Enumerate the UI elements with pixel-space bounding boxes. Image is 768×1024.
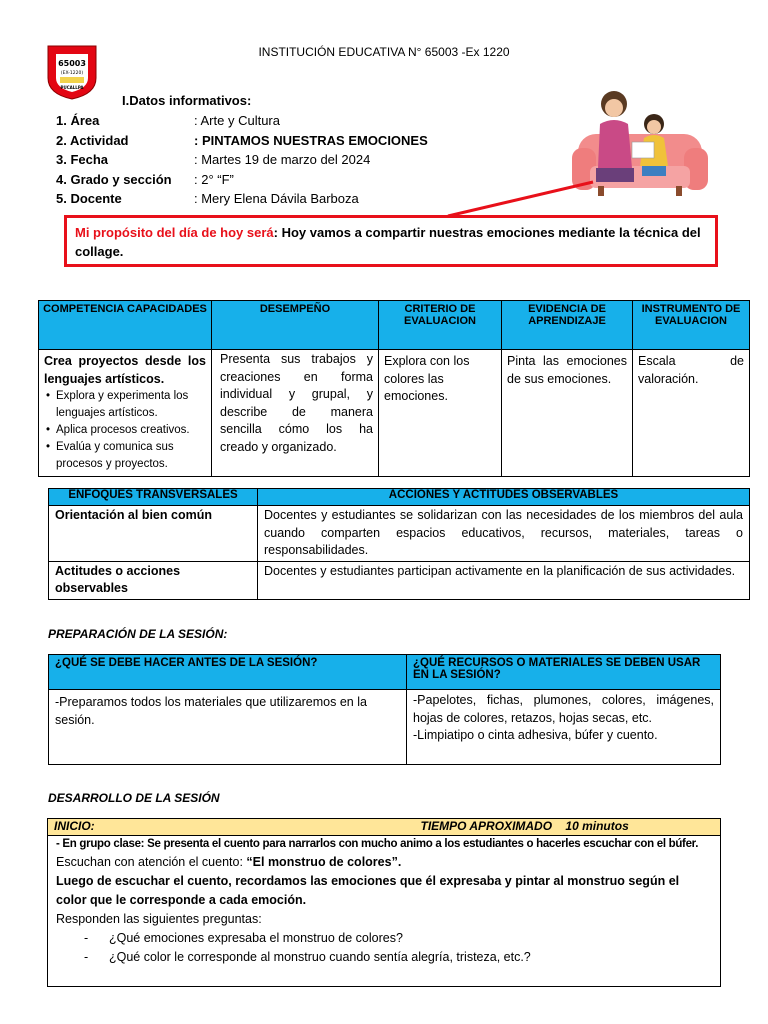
- capacidad-item: • Evalúa y comunica sus procesos y proyectos.: [56, 439, 206, 473]
- purpose-label: Mi propósito del día de hoy será: [75, 225, 274, 240]
- inicio-line: Responden las siguientes preguntas:: [56, 912, 262, 926]
- institution-title: INSTITUCIÓN EDUCATIVA N° 65003 -Ex 1220: [258, 45, 510, 59]
- logo-subtitle: (EX-1220): [60, 71, 84, 76]
- datos-value: : 2° “F”: [194, 171, 234, 187]
- datos-value: : Martes 19 de marzo del 2024: [194, 152, 371, 167]
- datos-row-area: [56, 111, 428, 131]
- competencias-table: [38, 300, 750, 477]
- question-item: - ¿Qué color le corresponde al monstruo cuando sentía alegría, tristeza, etc.?: [84, 948, 712, 967]
- questions-list: [56, 929, 712, 967]
- mother-child-sofa-illustration: [570, 82, 710, 202]
- th-recursos: ¿QUÉ RECURSOS O MATERIALES SE DEBEN USAR EN LA SESIÓN?: [407, 655, 721, 690]
- logo-city: PUCALLPA: [60, 85, 84, 90]
- capacidad-item: • Explora y experimenta los lenguajes artísticos.: [56, 388, 206, 422]
- enfoque-value: Docentes y estudiantes participan activamente en la planificación de sus actividades.: [258, 561, 750, 599]
- datos-value: : PINTAMOS NUESTRAS EMOCIONES: [194, 132, 428, 148]
- enfoque-key: Orientación al bien común: [49, 506, 258, 562]
- desarrollo-table: [47, 818, 721, 987]
- datos-row-grado: [56, 170, 428, 190]
- inicio-line: [56, 853, 712, 872]
- question-item: - ¿Qué emociones expresaba el monstruo de colores?: [84, 929, 712, 948]
- th-acciones: ACCIONES Y ACTITUDES OBSERVABLES: [258, 489, 750, 506]
- th-evidencia: EVIDENCIA DE APRENDIZAJE: [502, 301, 633, 350]
- inicio-line: - En grupo clase: Se presenta el cuento para narrarlos con mucho animo a los estudiantes o hacerles escuchar con el búfer.: [56, 838, 699, 850]
- td-instrumento: Escala de valoración.: [633, 350, 750, 477]
- recursos-line: -Papelotes, fichas, plumones, colores, imágenes, hojas de colores, retazos, hojas secas, etc.: [413, 693, 714, 725]
- td-evidencia: Pinta las emociones de sus emociones.: [502, 350, 633, 477]
- purpose-box: [64, 215, 718, 267]
- datos-value: : Mery Elena Dávila Barboza: [194, 191, 359, 206]
- datos-title: I.Datos informativos:: [122, 93, 252, 108]
- td-antes: -Preparamos todos los materiales que utilizaremos en la sesión.: [49, 690, 407, 765]
- th-desempeno: DESEMPEÑO: [212, 301, 379, 350]
- datos-key: 4. Grado y sección: [56, 171, 172, 187]
- datos-row-fecha: [56, 150, 428, 170]
- preparacion-table: [48, 654, 721, 765]
- logo-number: 65003: [58, 59, 86, 68]
- td-desempeno: Presenta sus trabajos y creaciones en forma individual y grupal, y describe de manera sencilla cómo los ha creado y organizado.: [212, 350, 379, 477]
- purpose-text: : Hoy vamos a compartir nuestras emociones mediante la técnica del collage.: [75, 225, 701, 259]
- td-competencia: [39, 350, 212, 477]
- datos-row-docente: [56, 189, 428, 209]
- th-instrumento: INSTRUMENTO DE EVALUACION: [633, 301, 750, 350]
- inicio-line: Luego de escuchar el cuento, recordamos las emociones que él expresaba y pintar al monstruo según el color que le corresponde a cada emoción.: [56, 874, 680, 907]
- enfoque-key: Actitudes o acciones observables: [49, 561, 258, 599]
- story-title: “El monstruo de colores”.: [246, 855, 402, 869]
- datos-key: 2. Actividad: [56, 132, 129, 148]
- recursos-line: -Limpiatipo o cinta adhesiva, búfer y cuento.: [413, 728, 658, 742]
- desarrollo-title: DESARROLLO DE LA SESIÓN: [48, 791, 220, 805]
- enfoque-value: Docentes y estudiantes se solidarizan con las necesidades de los miembros del aula cuando comparten espacios educativos, recursos, materiales, tareas o responsabilidades.: [258, 506, 750, 562]
- preparacion-title: PREPARACIÓN DE LA SESIÓN:: [48, 627, 228, 641]
- datos-row-actividad: [56, 131, 428, 151]
- th-enfoques: ENFOQUES TRANSVERSALES: [49, 489, 258, 506]
- th-criterio: CRITERIO DE EVALUACION: [379, 301, 502, 350]
- enfoques-table: [48, 488, 750, 600]
- tiempo-label: TIEMPO APROXIMADO 10 minutos: [420, 819, 629, 833]
- datos-value: : Arte y Cultura: [194, 113, 280, 128]
- td-recursos: [407, 690, 721, 765]
- inicio-header: [48, 819, 721, 836]
- datos-key: 5. Docente: [56, 191, 122, 206]
- inicio-body: [48, 836, 721, 987]
- datos-key: 3. Fecha: [56, 152, 109, 167]
- capacidad-item: • Aplica procesos creativos.: [56, 422, 206, 439]
- inicio-label: INICIO:: [54, 819, 95, 833]
- datos-list: [56, 111, 428, 209]
- competencia-text: Crea proyectos desde los lenguajes artísticos.: [44, 354, 206, 386]
- inicio-line-pre: Escuchan con atención el cuento:: [56, 855, 247, 869]
- td-criterio: Explora con los colores las emociones.: [379, 350, 502, 477]
- capacidades-list: [44, 388, 206, 473]
- th-antes: ¿QUÉ SE DEBE HACER ANTES DE LA SESIÓN?: [49, 655, 407, 690]
- datos-key: 1. Área: [56, 113, 100, 128]
- th-competencia: COMPETENCIA CAPACIDADES: [39, 301, 212, 350]
